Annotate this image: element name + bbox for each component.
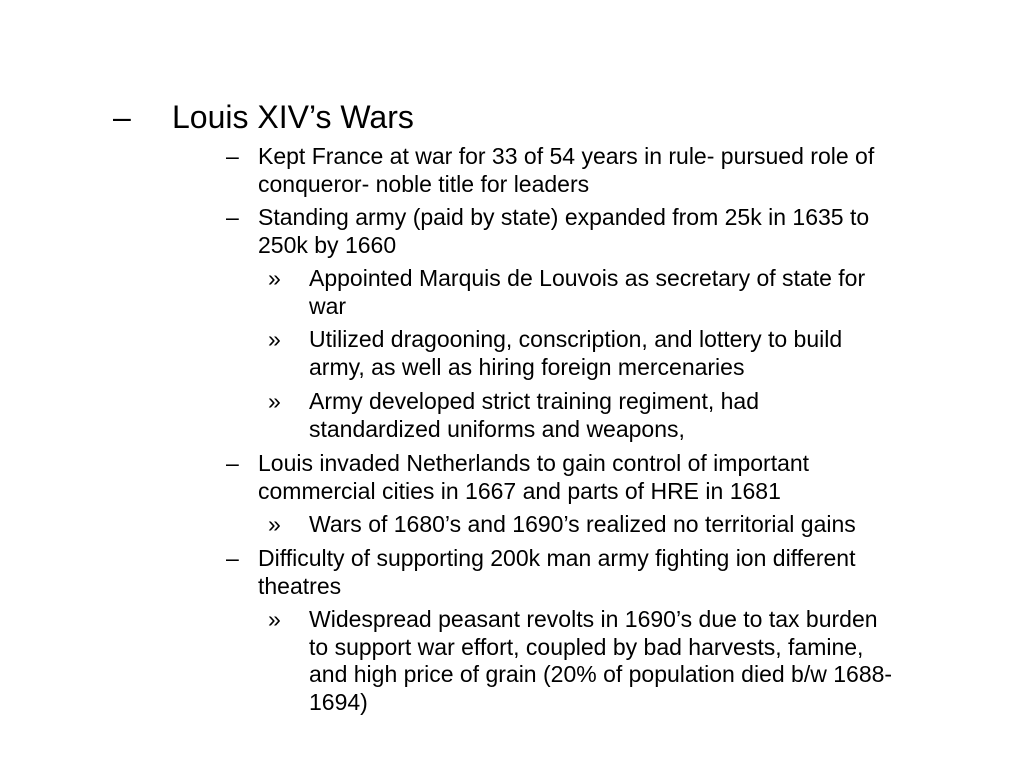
point-line: Difficulty of supporting 200k man army fighting ion different [258,545,856,571]
heading-text: Louis XIV’s Wars [172,99,414,135]
subpoint-line: and high price of grain (20% of population died b/w 1688- [309,661,893,687]
point-line: commercial cities in 1667 and parts of HRE in 1681 [258,477,781,504]
subpoint-line: army, as well as hiring foreign mercenaries [309,353,745,380]
point-dash-marker: – [226,450,239,476]
subpoint-raquo-marker: » [268,511,281,537]
point-dash-marker: – [226,143,239,169]
subpoint-line: war [309,292,347,319]
subpoint-raquo-marker: » [268,606,281,632]
subpoint-line: standardized uniforms and weapons, [309,415,685,442]
subpoint-line: Utilized dragooning, conscription, and lottery to build [309,326,843,352]
subpoint-line: Widespread peasant revolts in 1690’s due to tax burden [309,606,878,632]
subpoint-line: Appointed Marquis de Louvois as secretary of state for [309,265,866,291]
subpoint-line: 1694) [309,688,368,715]
point-line: Louis invaded Netherlands to gain control of important [258,450,810,476]
point-dash-marker: – [226,204,239,230]
point-line: theatres [258,572,342,599]
subpoint-line: to support war effort, coupled by bad harvests, famine, [309,633,864,660]
point-line: conqueror- noble title for leaders [258,170,590,197]
heading-dash-marker: – [113,99,131,135]
subpoint-line: Army developed strict training regiment, had [309,388,759,414]
point-dash-marker: – [226,545,239,571]
subpoint-raquo-marker: » [268,265,281,291]
subpoint-raquo-marker: » [268,326,281,352]
point-line: Standing army (paid by state) expanded from 25k in 1635 to [258,204,870,230]
subpoint-line: Wars of 1680’s and 1690’s realized no territorial gains [309,511,856,537]
point-line: Kept France at war for 33 of 54 years in rule- pursued role of [258,143,875,169]
subpoint-raquo-marker: » [268,388,281,414]
point-line: 250k by 1660 [258,231,397,258]
